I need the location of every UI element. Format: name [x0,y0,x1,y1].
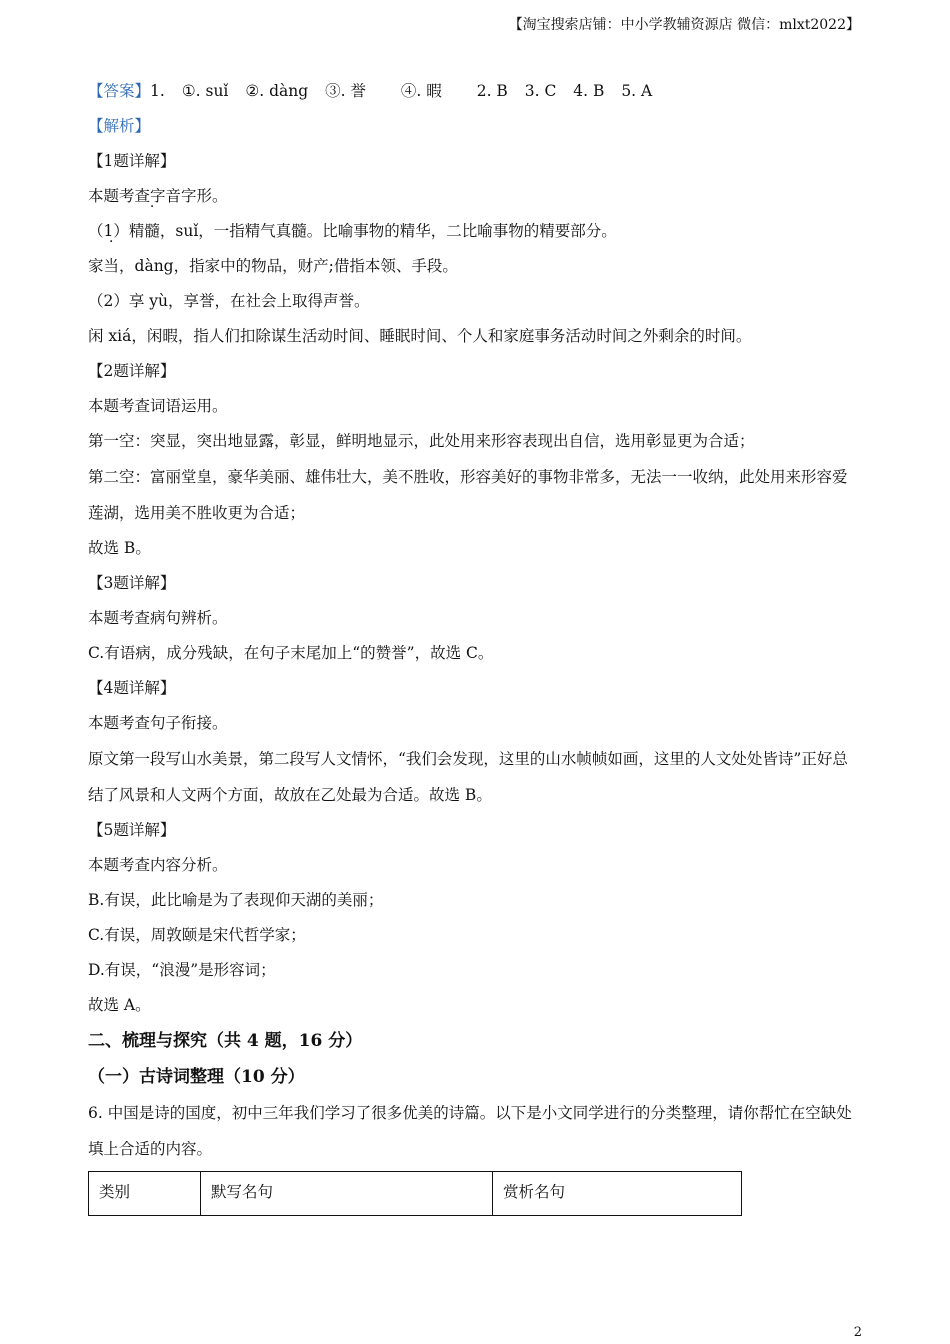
page-header: 【淘宝搜索店铺：中小学教辅资源店 微信：mlxt2022】 [508,17,860,33]
q5-line3: D.有误，“浪漫”是形容词； [88,961,276,979]
answer-q3: 3. C [524,82,557,100]
q2-line2: 第二空：富丽堂皇，豪华美丽、雄伟壮大，美不胜收，形容美好的事物非常多，无法一一收纳，此处用来形容爱莲湖，选用美不胜收更为合适； [88,468,848,522]
q5-line4: 故选 A。 [88,996,151,1014]
q1-line2-pre: 家 [88,257,104,275]
q4-line1: 原文第一段写山水美景，第二段写人文情怀，“我们会发现，这里的山水帧帧如画，这里的人文处处皆诗”正好总结了风景和人文两个方面，故放在乙处最为合适。故选 B。 [88,750,848,804]
q1-line3: （2）享 yù，享誉，在社会上取得声誉。 [88,292,370,310]
answer-q1: 1. [150,82,165,100]
q5-line1: B.有误，此比喻是为了表现仰天湖的美丽； [88,891,384,909]
q6-prompt: 6. 中国是诗的国度，初中三年我们学习了很多优美的诗篇。以下是小文同学进行的分类整理，请你帮忙在空缺处填上合适的内容。 [88,1104,852,1158]
answer-a1: ①. suǐ [181,82,229,100]
answer-q2: 2. B [476,82,508,100]
answer-a2: ②. dàng [245,82,309,100]
q3-line1: C.有语病，成分残缺，在句子末尾加上“的赞誉”，故选 C。 [88,644,494,662]
answer-q5: 5. A [621,82,653,100]
answer-a3: ③. 誉 [325,82,366,100]
q2-title: 【2题详解】 [88,362,176,380]
table-header-category: 类别 [89,1172,201,1216]
q1-line1-pre: （1）精 [88,222,145,240]
poetry-table [88,1171,742,1216]
answer-q4: 4. B [573,82,605,100]
q1-line2 [88,249,860,284]
q2-line1: 第一空：突显，突出地显露，彰显，鲜明地显示，此处用来形容表现出自信，选用彰显更为合适； [88,432,755,450]
table-header-appreciation: 赏析名句 [493,1172,742,1216]
q4-intro: 本题考查句子衔接。 [88,714,228,732]
q1-intro: 本题考查字音字形。 [88,187,228,205]
table-header-row [89,1172,742,1216]
q1-line1-post: ，suǐ，一指精气真髓。比喻事物的精华，二比喻事物的精要部分。 [159,222,617,240]
q2-intro: 本题考查词语运用。 [88,397,228,415]
answer-a4: ④. 暇 [400,82,442,100]
answer-label: 【答案】 [88,82,151,100]
document-body [88,74,860,1216]
q1-line4: 闲 xiá，闲暇，指人们扣除谋生活动时间、睡眠时间、个人和家庭事务活动时间之外剩余的时间。 [88,327,752,345]
subsection-heading: （一）古诗词整理（10 分） [88,1067,305,1087]
page-number: 2 [853,1325,862,1340]
q5-title: 【5题详解】 [88,821,176,839]
q5-intro: 本题考查内容分析。 [88,856,228,874]
q1-title: 【1题详解】 [88,152,176,170]
q5-line2: C.有误，周敦颐是宋代哲学家； [88,926,306,944]
section-heading: 二、梳理与探究（共 4 题，16 分） [88,1031,363,1051]
q1-line2-post: ，dàng，指家中的物品，财产;借指本领、手段。 [119,257,458,275]
emphasis-char: 当 [103,257,120,275]
table-header-dictation: 默写名句 [201,1172,493,1216]
q3-intro: 本题考查病句辨析。 [88,609,228,627]
analysis-label: 【解析】 [88,117,151,135]
q2-line3: 故选 B。 [88,539,151,557]
q3-title: 【3题详解】 [88,574,176,592]
q1-line1 [88,214,860,249]
emphasis-char: 髓 [144,222,160,240]
q4-title: 【4题详解】 [88,679,176,697]
answer-line [88,74,860,109]
